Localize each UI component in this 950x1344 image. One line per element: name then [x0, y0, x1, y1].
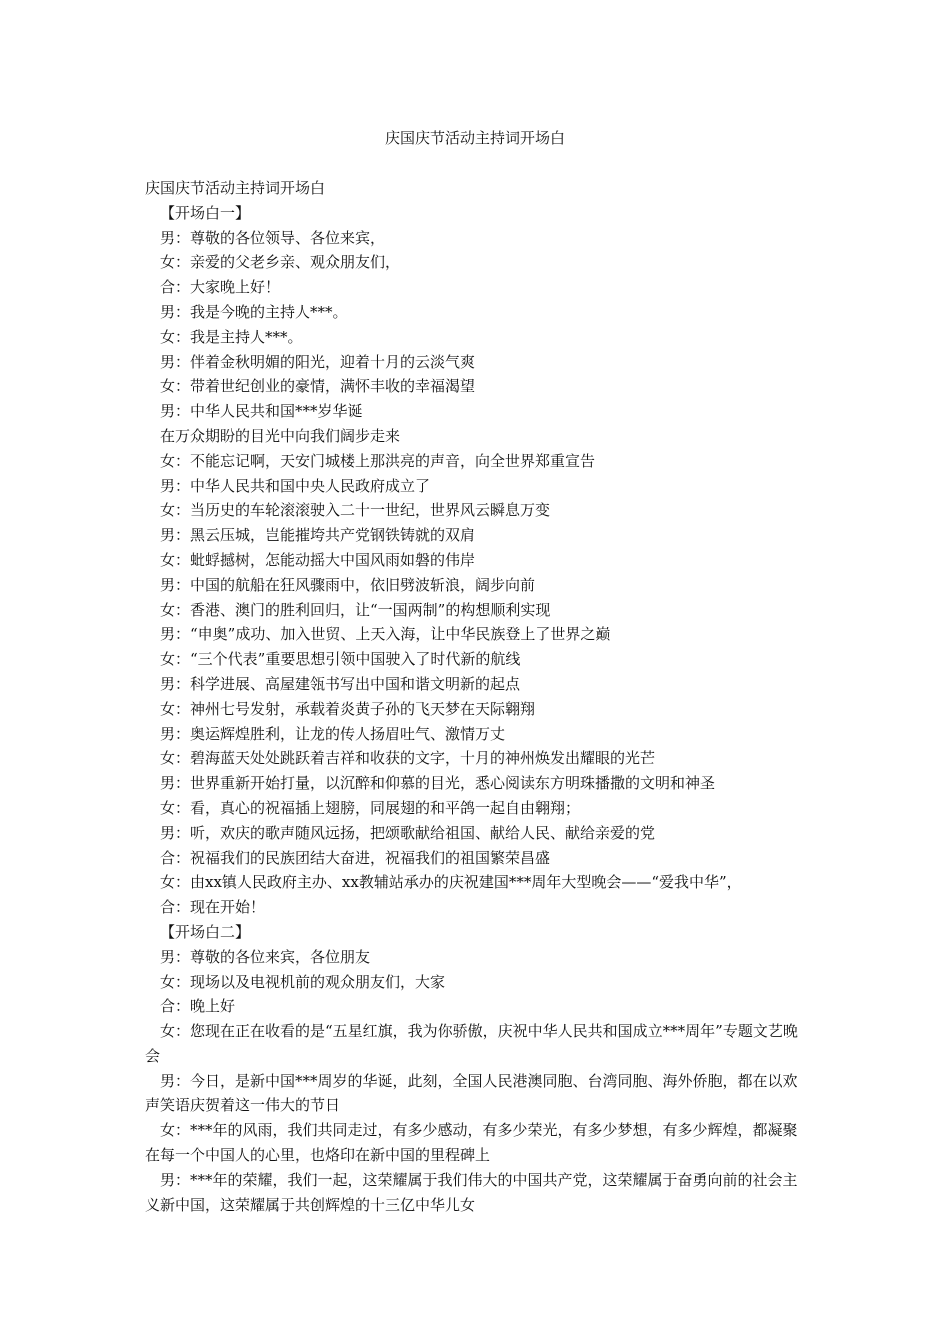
document-body	[145, 176, 808, 1217]
paragraph: 庆国庆节活动主持词开场白	[145, 179, 326, 197]
paragraph: 合：大家晚上好！	[160, 278, 281, 297]
paragraph: 男：我是今晚的主持人***。	[160, 302, 348, 321]
paragraph: 女：不能忘记啊，天安门城楼上那洪亮的声音，向全世界郑重宣告	[160, 451, 596, 470]
paragraph: 男：中国的航船在狂风骤雨中，依旧劈波斩浪，阔步向前	[160, 575, 536, 594]
paragraph: 男：***年的荣耀，我们一起，这荣耀属于我们伟大的中国共产党，这荣耀属于奋勇向前的社会主义新中国，这荣耀属于共创辉煌的十三亿中华儿女	[145, 1170, 798, 1214]
paragraph: 合：现在开始！	[160, 898, 266, 917]
paragraph: 女：现场以及电视机前的观众朋友们，大家	[160, 972, 446, 991]
paragraph: 女：神州七号发射，承载着炎黄子孙的飞天梦在天际翱翔	[160, 699, 536, 718]
paragraph: 男：“申奥”成功、加入世贸、上天入海，让中华民族登上了世界之巅	[160, 625, 611, 644]
paragraph: 女：带着世纪创业的豪情，满怀丰收的幸福渴望	[160, 377, 476, 396]
paragraph: 女：蚍蜉撼树，怎能动摇大中国风雨如磐的伟岸	[160, 550, 476, 569]
paragraph: 女：由xx镇人民政府主办、xx教辅站承办的庆祝建国***周年大型晚会——“爱我中华”，	[160, 873, 742, 892]
paragraph: 男：黑云压城，岂能摧垮共产党钢铁铸就的双肩	[160, 526, 476, 545]
paragraph: 男：中华人民共和国中央人民政府成立了	[160, 476, 431, 495]
paragraph: 男：尊敬的各位领导、各位来宾，	[160, 228, 386, 247]
paragraph: 女：我是主持人***。	[160, 327, 303, 346]
paragraph: 男：今日，是新中国***周岁的华诞，此刻，全国人民港澳同胞、台湾同胞、海外侨胞，都在以欢声笑语庆贺着这一伟大的节日	[145, 1071, 798, 1115]
paragraph: 【开场白一】	[160, 203, 251, 222]
paragraph: 女：亲爱的父老乡亲、观众朋友们，	[160, 253, 401, 272]
paragraph: 女：碧海蓝天处处跳跃着吉祥和收获的文字，十月的神州焕发出耀眼的光芒	[160, 749, 656, 768]
paragraph: 男：中华人民共和国***岁华诞	[160, 402, 363, 421]
paragraph: 男：伴着金秋明媚的阳光，迎着十月的云淡气爽	[160, 352, 476, 371]
paragraph: 合：祝福我们的民族团结大奋进，祝福我们的祖国繁荣昌盛	[160, 848, 551, 867]
paragraph: 男：奥运辉煌胜利，让龙的传人扬眉吐气、激情万丈	[160, 724, 506, 743]
paragraph: 男：听，欢庆的歌声随风远扬，把颂歌献给祖国、献给人民、献给亲爱的党	[160, 823, 656, 842]
paragraph: 男：尊敬的各位来宾，各位朋友	[160, 947, 371, 966]
paragraph: 女：***年的风雨，我们共同走过，有多少感动，有多少荣光，有多少梦想，有多少辉煌，都凝聚在每一个中国人的心里，也烙印在新中国的里程碑上	[145, 1121, 798, 1165]
paragraph: 在万众期盼的目光中向我们阔步走来	[160, 426, 401, 445]
paragraph: 男：科学进展、高屋建瓴书写出中国和谐文明新的起点	[160, 674, 521, 693]
paragraph: 合：晚上好	[160, 997, 236, 1016]
paragraph: 【开场白二】	[160, 922, 251, 941]
paragraph: 女：香港、澳门的胜利回归，让“一国两制”的构想顺利实现	[160, 600, 551, 619]
paragraph: 女：“三个代表”重要思想引领中国驶入了时代新的航线	[160, 650, 521, 669]
paragraph: 女：您现在正在收看的是“五星红旗，我为你骄傲，庆祝中华人民共和国成立***周年”专题文艺晚会	[145, 1022, 798, 1065]
paragraph: 男：世界重新开始打量，以沉醉和仰慕的目光，悉心阅读东方明珠播撒的文明和神圣	[160, 774, 716, 793]
document-title: 庆国庆节活动主持词开场白	[384, 129, 565, 147]
paragraph: 女：当历史的车轮滚滚驶入二十一世纪，世界风云瞬息万变	[160, 501, 551, 520]
paragraph: 女：看，真心的祝福插上翅膀，同展翅的和平鸽一起自由翱翔；	[160, 798, 581, 817]
